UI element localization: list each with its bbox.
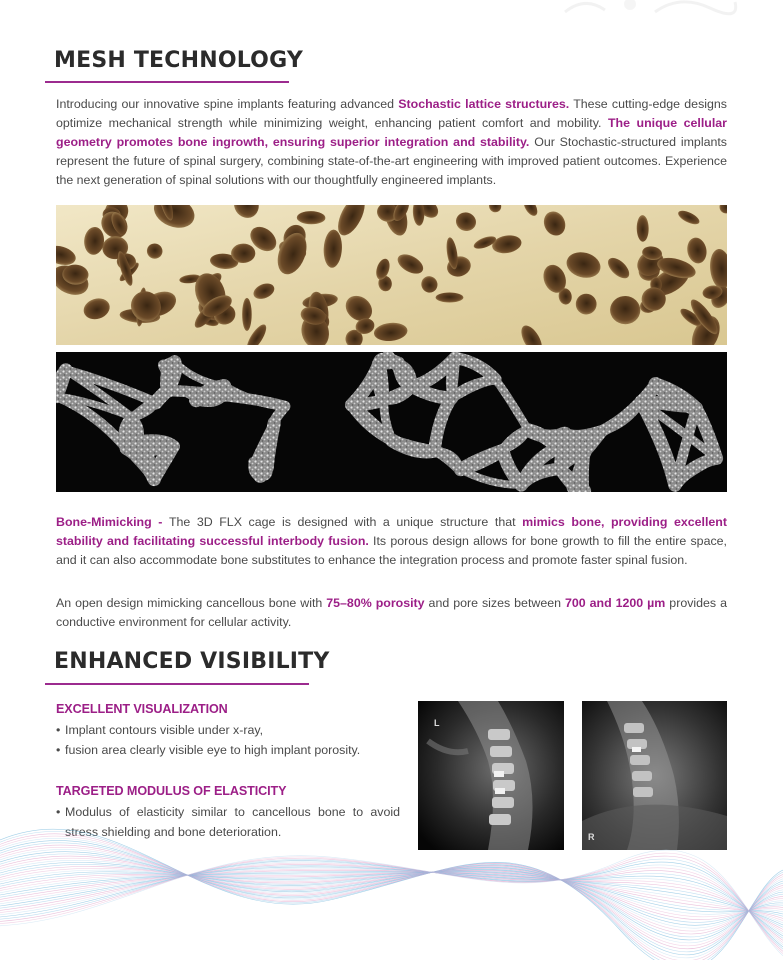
wave-line — [0, 853, 783, 954]
wave-line — [0, 847, 783, 946]
wave-line — [0, 867, 783, 936]
wave-line — [0, 849, 783, 942]
intro-highlight-2: The unique cellular geometry promotes bone ingrowth, ensuring superior integration and stability. — [56, 116, 727, 149]
wave-line — [0, 864, 783, 922]
xray-image-lateral-left — [418, 701, 564, 850]
wave-line — [0, 834, 783, 960]
wave-line — [0, 859, 783, 949]
wave-line — [0, 871, 783, 927]
intro-highlight-1: Stochastic lattice structures. — [398, 97, 570, 111]
mesh-technology-title: MESH TECHNOLOGY — [54, 48, 303, 73]
wave-line — [0, 838, 783, 958]
wave-line — [0, 836, 783, 960]
xray-side-marker-right: R — [588, 832, 595, 842]
wave-line — [0, 868, 783, 917]
bone-highlight: mimics bone, providing excellent stability and facilitating successful interbody fusion. — [56, 515, 728, 548]
open-design-paragraph — [56, 594, 727, 632]
open-text-1: An open design mimicking cancellous bone with — [56, 596, 327, 610]
wave-line — [0, 868, 783, 934]
xray-side-marker-left: L — [434, 718, 440, 728]
faded-logo — [560, 0, 740, 16]
wave-line — [0, 872, 783, 920]
wave-line — [0, 856, 783, 951]
intro-text-1: Introducing our innovative spine implants featuring advanced — [56, 97, 399, 111]
open-text-2: and pore sizes between — [424, 596, 565, 610]
bone-text-2: Its porous design allows for bone growth to fill the entire space, and it can also accommodate bone substitutes to enhance the integration process and promote faster spinal fusion. — [56, 534, 727, 567]
wave-line — [0, 831, 783, 960]
lattice-strut — [557, 448, 585, 452]
wave-line — [0, 872, 783, 914]
list-item: • Modulus of elasticity similar to cancellous bone to avoid stress shielding and bone deterioration. — [56, 803, 400, 842]
wave-line — [0, 862, 783, 925]
xray-image-lateral-right — [582, 701, 727, 850]
mesh-intro-paragraph — [56, 95, 727, 190]
wave-line — [0, 870, 783, 929]
lattice-strut — [641, 402, 696, 409]
wave-line — [0, 852, 783, 940]
list-item: • fusion area clearly visible eye to high implant porosity. — [56, 741, 406, 761]
lattice-strut — [254, 465, 267, 468]
lattice-micrograph — [56, 352, 727, 492]
bone-mimicking-paragraph — [56, 513, 727, 570]
bone-mimicking-label: Bone-Mimicking - — [56, 515, 169, 529]
porosity-value: 75–80% porosity — [326, 596, 425, 610]
modulus-heading: TARGETED MODULUS OF ELASTICITY — [56, 784, 287, 798]
wave-line — [0, 866, 783, 939]
wave-line — [0, 872, 783, 916]
modulus-list — [56, 803, 400, 842]
wave-line — [0, 843, 783, 952]
lattice-strut — [380, 361, 384, 399]
wave-line — [0, 840, 783, 954]
wave-line — [0, 850, 783, 956]
wave-line — [0, 845, 783, 949]
visibility-title-underline — [45, 683, 309, 685]
wave-line — [0, 872, 783, 925]
wave-line — [0, 861, 783, 947]
bone-pore — [436, 293, 464, 303]
list-item: • Implant contours visible under x-ray, — [56, 721, 406, 741]
lattice-strut — [140, 440, 174, 446]
wave-line — [0, 858, 783, 931]
bone-text-1: The 3D FLX cage is designed with a unique structure that — [168, 515, 523, 529]
cancellous-bone-photo — [56, 205, 727, 345]
enhanced-visibility-title: ENHANCED VISIBILITY — [54, 649, 330, 674]
bone-pore — [242, 298, 252, 331]
wave-line — [0, 870, 783, 914]
intro-text-3: Our Stochastic-structured implants represent the future of spinal surgery, combining state-of-the-art engineering with improved patient outcomes. Experience the next generation of spinal solutions with our thoughtfully engineered implants. — [56, 135, 727, 187]
wave-line — [0, 856, 783, 934]
lattice-strut — [267, 423, 274, 468]
open-text-3: provides a conductive environment for cellular activity. — [56, 596, 727, 629]
wave-line — [0, 866, 783, 919]
mesh-title-underline — [45, 81, 289, 83]
lattice-strut — [164, 365, 170, 390]
wave-line — [0, 860, 783, 928]
excellent-visualization-list — [56, 721, 406, 760]
excellent-visualization-heading: EXCELLENT VISUALIZATION — [56, 702, 228, 716]
wave-line — [0, 863, 783, 943]
intro-text-2: These cutting-edge designs optimize mechanical strength while minimizing weight, enhancing patient comfort and mobility. — [56, 97, 727, 130]
wave-line — [0, 872, 783, 923]
wave-line — [0, 869, 783, 931]
wave-line — [0, 862, 783, 945]
pore-size-value: 700 and 1200 µm — [564, 596, 666, 610]
wave-line — [0, 854, 783, 937]
wave-line — [0, 864, 783, 940]
wave-line — [0, 872, 783, 918]
